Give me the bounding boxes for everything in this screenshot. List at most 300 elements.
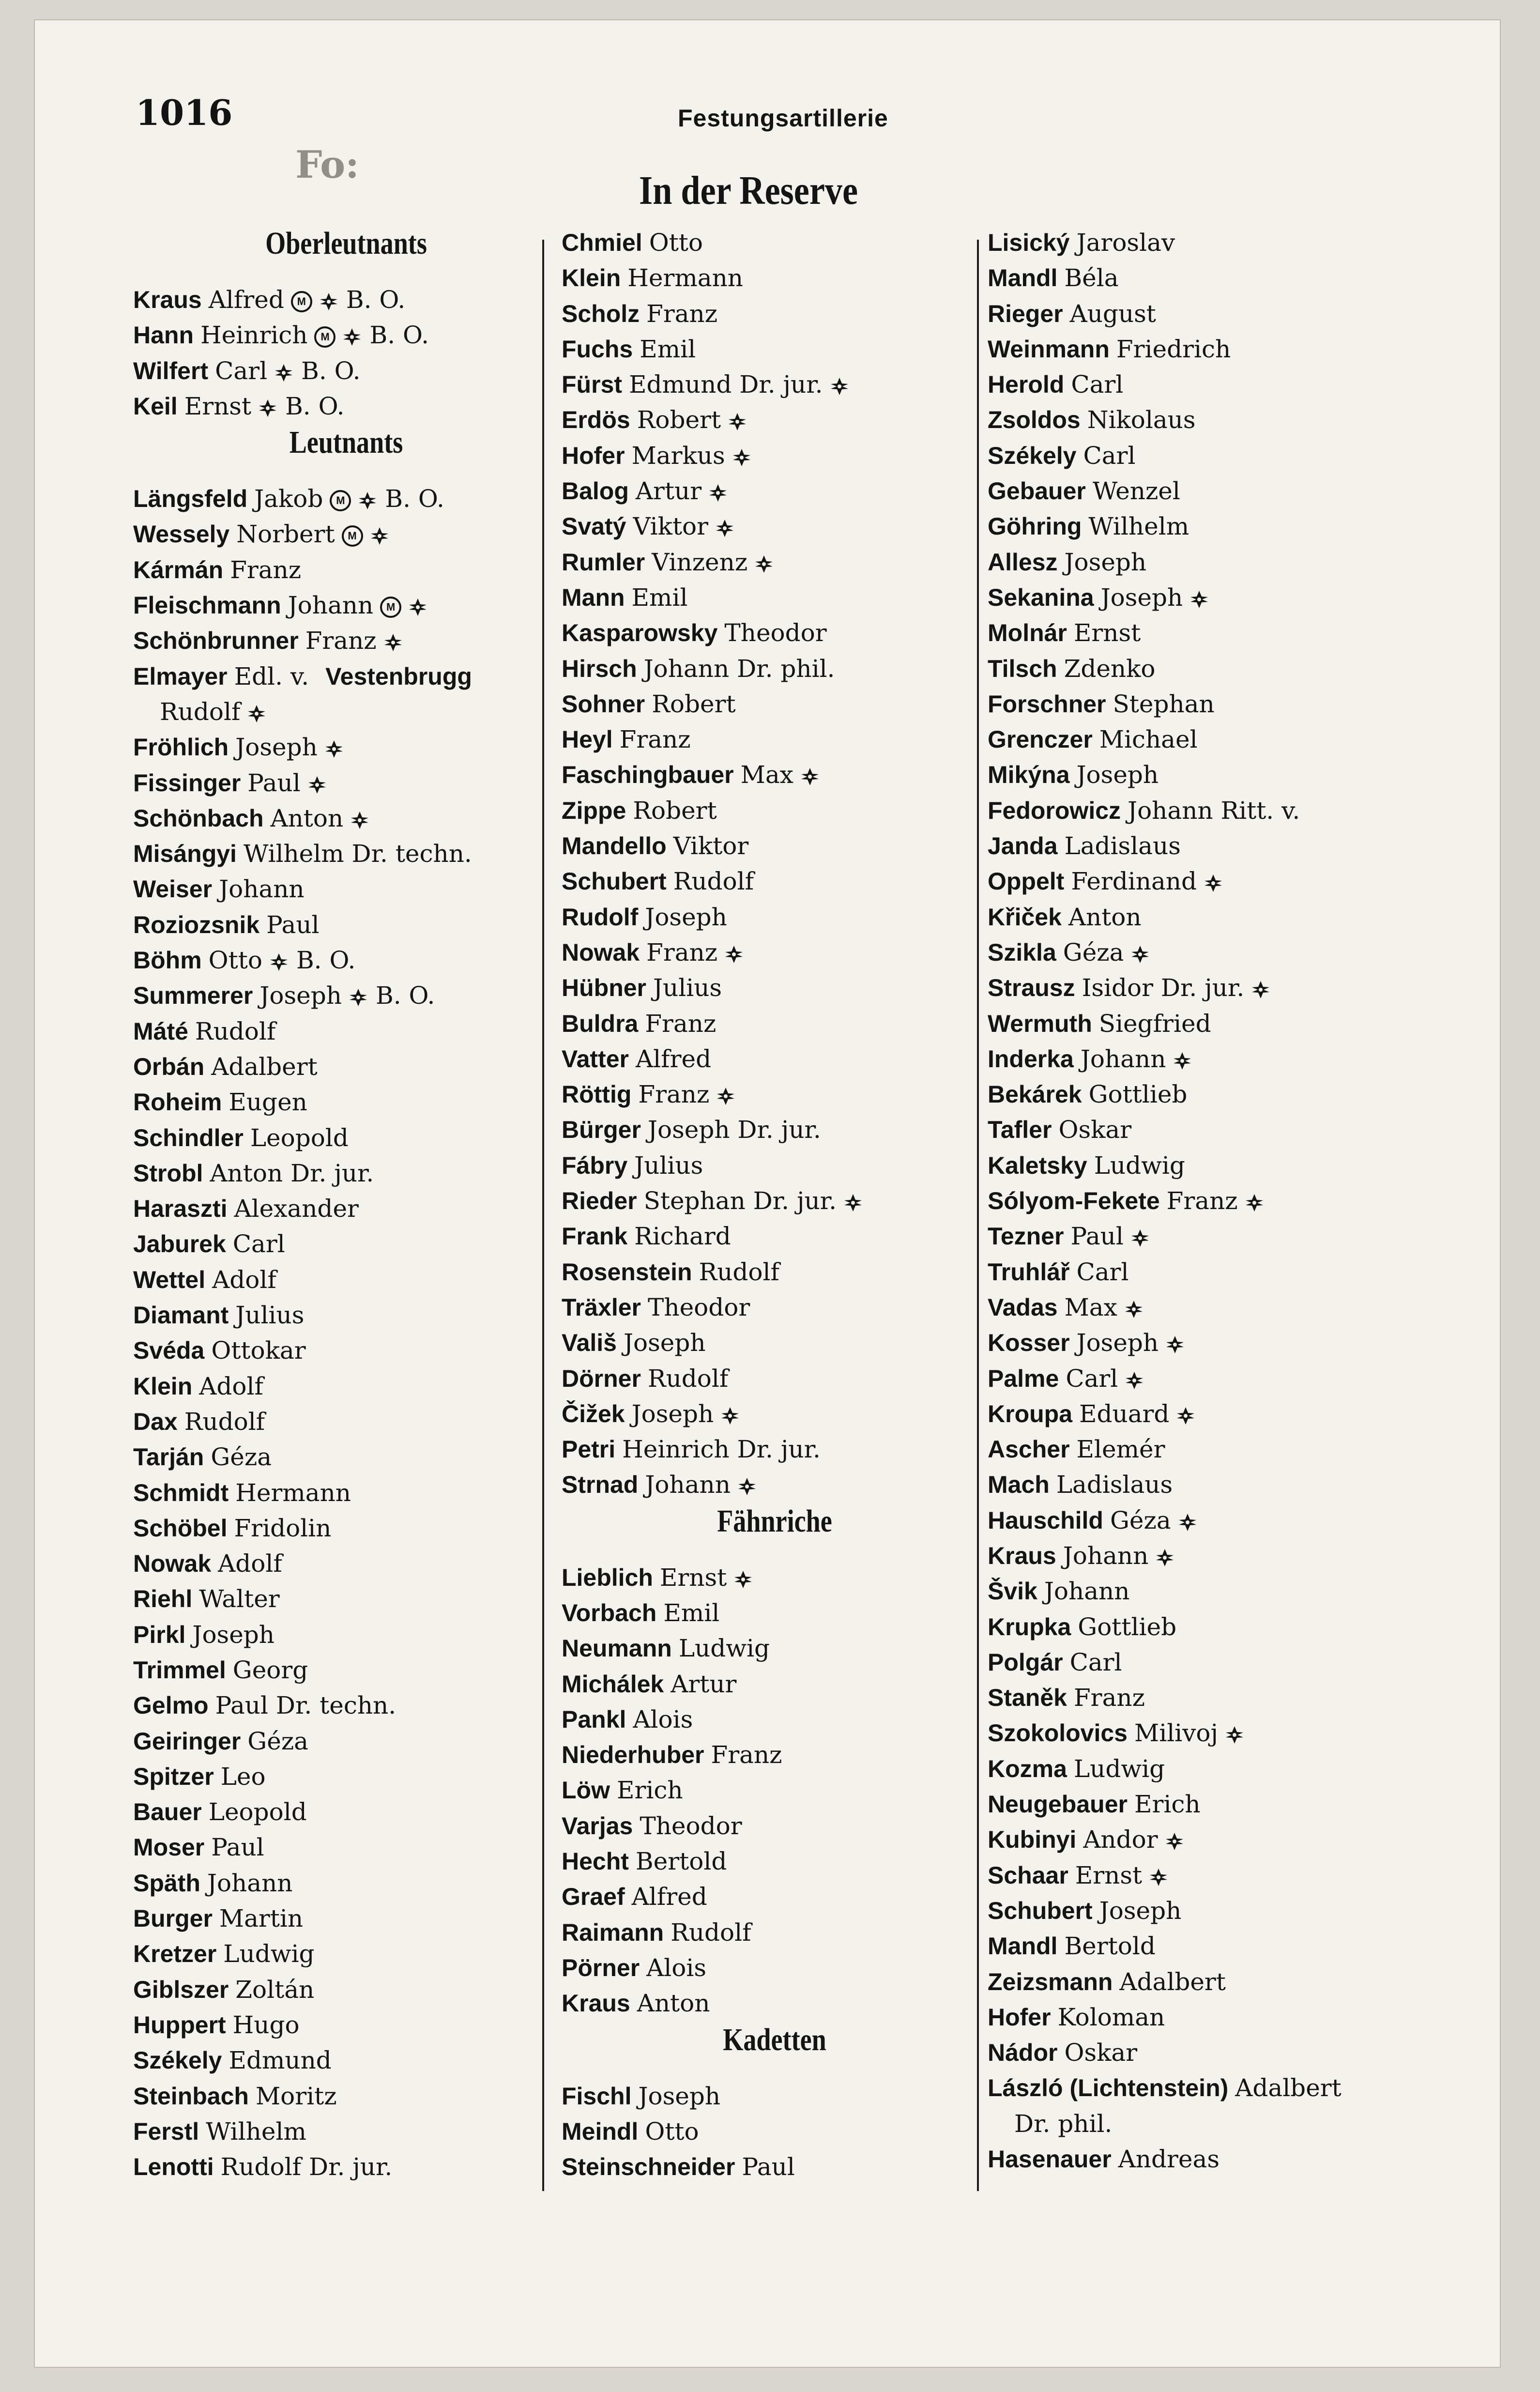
given-name: Julius (653, 974, 722, 1002)
surname: Strausz (988, 974, 1075, 1002)
roster-entry (133, 659, 559, 694)
surname: Michálek (562, 1670, 664, 1698)
roster-entry (562, 615, 988, 651)
given-name: Joseph (235, 733, 318, 762)
surname: Nowak (562, 938, 640, 966)
surname: Allesz (988, 548, 1058, 576)
roster-entry (988, 1822, 1443, 1857)
roster-entry (562, 2079, 988, 2114)
given-name: Robert (652, 690, 736, 718)
roster-entry (988, 1787, 1443, 1822)
roster-entry (988, 1893, 1443, 1929)
rank-heading: Leutnants (289, 425, 403, 460)
roster-entry (988, 296, 1443, 332)
given-name: Isidor Dr. jur. (1082, 974, 1245, 1002)
given-name: Franz (1166, 1187, 1238, 1215)
given-name: Jakob (254, 485, 323, 513)
rank-heading: Kadetten (723, 2022, 826, 2057)
given-name: Wilhelm (206, 2117, 306, 2146)
roster-entry (133, 1972, 559, 2008)
surname: Steinbach (133, 2082, 249, 2110)
roster-entry (562, 1950, 988, 1986)
cross-decoration-icon (715, 519, 734, 538)
roster-entry (988, 2070, 1443, 2106)
roster-entry (988, 757, 1443, 793)
roster-entry (133, 1936, 559, 1972)
roster-entry (562, 1844, 988, 1879)
surname: Čižek (562, 1400, 625, 1427)
given-name: Max (1064, 1293, 1117, 1321)
roster-entry (562, 1148, 988, 1183)
roster-entry (133, 801, 559, 836)
given-name: Markus (631, 441, 725, 470)
surname: Rumler (562, 548, 645, 576)
given-name: Johann (288, 591, 374, 620)
roster-entry (988, 225, 1443, 261)
name-continuation: Rudolf (160, 697, 241, 726)
given-name: Nikolaus (1087, 406, 1196, 434)
cross-decoration-icon (724, 945, 744, 964)
surname: Jaburek (133, 1230, 226, 1258)
surname: Schönbrunner (133, 627, 299, 655)
cross-decoration-icon (1165, 1335, 1185, 1354)
given-name: Adolf (199, 1372, 263, 1400)
order-abbreviation: B. O. (301, 356, 361, 385)
surname: Riehl (133, 1585, 193, 1613)
surname: Hecht (562, 1848, 629, 1875)
roster-entry (988, 1077, 1443, 1112)
given-name: Ernst (1075, 1861, 1143, 1889)
cross-decoration-icon (350, 811, 369, 830)
roster-entry (988, 2035, 1443, 2070)
surname: Švik (988, 1578, 1037, 1605)
roster-entry (133, 1617, 559, 1653)
given-name: Ernst (1073, 619, 1141, 647)
surname: Kosser (988, 1329, 1070, 1357)
given-name: Koloman (1057, 2003, 1165, 2031)
surname: Misángyi (133, 840, 237, 868)
roster-column-2 (562, 225, 988, 2185)
given-name: Andor (1083, 1825, 1158, 1854)
surname: Zippe (562, 797, 626, 824)
surname: Weiser (133, 875, 213, 903)
cross-decoration-icon (324, 739, 344, 759)
roster-entry (133, 1333, 559, 1368)
given-name: Rudolf (671, 1918, 751, 1947)
given-name: Rudolf (647, 1364, 729, 1393)
surname: Ferstl (133, 2117, 199, 2145)
given-name: Viktor (633, 512, 709, 541)
given-name: Max (740, 761, 793, 789)
ink-smudge: Fo: (295, 143, 359, 187)
given-name: Joseph (1100, 583, 1183, 612)
roster-entry (988, 1467, 1443, 1503)
roster-entry (562, 1325, 988, 1361)
roster-entry (562, 687, 988, 722)
given-name: Béla (1064, 264, 1119, 292)
given-name: Joseph (1076, 761, 1159, 789)
roster-entry (562, 1879, 988, 1915)
roster-entry (133, 730, 559, 765)
surname: Fischl (562, 2082, 632, 2110)
roster-entry (988, 1645, 1443, 1680)
given-name: Elemér (1076, 1435, 1165, 1464)
roster-entry (988, 545, 1443, 580)
section-title: In der Reserve (639, 168, 858, 213)
book-page (34, 19, 1501, 2368)
cross-decoration-icon (1251, 980, 1270, 999)
roster-entry (988, 1680, 1443, 1716)
roster-entry (988, 722, 1443, 757)
surname: Göhring (988, 513, 1082, 540)
surname: Geiringer (133, 1727, 241, 1755)
roster-entry (988, 1432, 1443, 1467)
roster-entry (562, 1667, 988, 1702)
given-name: Erich (616, 1776, 683, 1805)
surname: Zsoldos (988, 406, 1081, 434)
given-name: Franz (646, 938, 718, 966)
given-name: Vinzenz (652, 548, 748, 576)
roster-entry (562, 1737, 988, 1773)
cross-decoration-icon (728, 412, 747, 431)
surname: Heyl (562, 726, 613, 753)
given-name: Ludwig (1094, 1151, 1185, 1180)
given-name: Richard (634, 1222, 731, 1251)
surname: Balog (562, 477, 629, 505)
cross-decoration-icon (383, 633, 403, 652)
surname: Mandl (988, 1932, 1058, 1960)
surname: Nádor (988, 2039, 1058, 2067)
given-name: Stephan (1113, 690, 1215, 718)
roster-entry (988, 509, 1443, 544)
surname: Sekanina (988, 583, 1094, 611)
surname: Neugebauer (988, 1791, 1128, 1818)
surname: Klein (562, 264, 621, 292)
given-name: Erich (1134, 1790, 1201, 1819)
cross-decoration-icon (716, 1087, 735, 1106)
roster-entry (988, 332, 1443, 367)
given-name: Alfred (635, 1044, 712, 1073)
surname: Elmayer (133, 662, 228, 690)
given-name: Julius (235, 1301, 305, 1330)
given-name: Joseph Dr. jur. (647, 1116, 821, 1144)
roster-entry (562, 367, 988, 402)
surname: Raimann (562, 1918, 664, 1946)
given-name: Johann (1080, 1044, 1166, 1073)
given-name: Carl (232, 1230, 285, 1258)
surname: Erdös (562, 406, 630, 434)
order-abbreviation: B. O. (296, 946, 356, 975)
cross-decoration-icon (269, 952, 289, 972)
given-name: Georg (232, 1656, 308, 1684)
surname: Székely (133, 2047, 222, 2074)
given-name: Joseph (1076, 1329, 1159, 1357)
roster-entry (133, 1227, 559, 1262)
surname: Sohner (562, 690, 645, 718)
given-name: Rudolf (195, 1017, 276, 1045)
given-name: Alois (646, 1953, 707, 1982)
roster-entry (988, 474, 1443, 509)
roster-entry (133, 1262, 559, 1298)
roster-entry (988, 1610, 1443, 1645)
given-name: Edmund (229, 2046, 332, 2075)
surname: Fuchs (562, 335, 633, 363)
roster-entry (133, 1653, 559, 1688)
surname: Kasparowsky (562, 619, 718, 647)
noble-predicate: Vestenbrugg (325, 662, 472, 690)
given-name: Robert (633, 796, 717, 825)
surname: Träxler (562, 1293, 641, 1321)
given-name: Adalbert (211, 1052, 318, 1081)
roster-entry (988, 1148, 1443, 1183)
surname: Mann (562, 583, 625, 611)
roster-entry (562, 1432, 988, 1467)
surname: Tarján (133, 1443, 204, 1471)
roster-entry (133, 389, 559, 424)
given-name: Franz (619, 725, 691, 754)
surname: Kozma (988, 1755, 1067, 1782)
given-name: Zdenko (1064, 654, 1156, 683)
given-name: Joseph (638, 2082, 721, 2110)
cross-decoration-icon (408, 598, 427, 617)
roster-entry (562, 1042, 988, 1077)
cross-decoration-icon (342, 327, 362, 347)
roster-entry (133, 552, 559, 588)
surname: Bürger (562, 1116, 641, 1144)
roster-entry (562, 1290, 988, 1325)
roster-entry (133, 872, 559, 907)
roster-entry (133, 1191, 559, 1227)
roster-entry (988, 261, 1443, 296)
given-name: Carl (1076, 1257, 1129, 1286)
roster-entry (562, 1183, 988, 1219)
given-name: Otto (649, 229, 703, 257)
given-name: Gottlieb (1078, 1612, 1177, 1641)
roster-entry (988, 1006, 1443, 1042)
given-name: Walter (199, 1585, 280, 1613)
roster-entry (562, 545, 988, 580)
roster-entry (988, 1538, 1443, 1574)
surname: Diamant (133, 1302, 229, 1329)
surname: Palme (988, 1365, 1059, 1392)
roster-entry (562, 402, 988, 438)
cross-decoration-icon (319, 292, 338, 311)
given-name: Géza (211, 1443, 272, 1472)
given-name: Alfred (631, 1883, 707, 1911)
given-name: Bertold (1064, 1932, 1156, 1961)
roster-entry (133, 588, 559, 623)
given-name: Wenzel (1092, 477, 1180, 506)
surname: Nowak (133, 1550, 212, 1578)
roster-entry (133, 1581, 559, 1617)
surname: Tafler (988, 1116, 1052, 1144)
roster-entry (988, 2000, 1443, 2035)
surname: Rieder (562, 1187, 637, 1215)
roster-entry (133, 1156, 559, 1191)
roster-entry (562, 1595, 988, 1631)
surname: Dax (133, 1408, 178, 1435)
surname: Orbán (133, 1053, 205, 1080)
given-name: Heinrich Dr. jur. (622, 1435, 821, 1464)
roster-entry (133, 1511, 559, 1546)
medal-icon: M (314, 326, 335, 348)
surname: Schubert (562, 868, 667, 895)
roster-entry (133, 2043, 559, 2078)
surname: Lieblich (562, 1564, 653, 1591)
given-name: Joseph (259, 981, 342, 1010)
given-name: August (1069, 299, 1156, 328)
given-name: Paul (266, 910, 320, 939)
surname: Gebauer (988, 477, 1086, 505)
given-name: Johann (1044, 1577, 1130, 1606)
surname: Dörner (562, 1365, 641, 1392)
given-name: Carl (1069, 1648, 1122, 1676)
surname: Summerer (133, 982, 253, 1010)
roster-entry (133, 623, 559, 659)
roster-entry (133, 2114, 559, 2149)
roster-entry (562, 225, 988, 261)
given-name: Rudolf (184, 1407, 265, 1436)
surname: Kretzer (133, 1940, 217, 1968)
roster-entry (988, 1361, 1443, 1396)
surname: Rieger (988, 300, 1063, 327)
cross-decoration-icon (830, 377, 849, 396)
surname: Ascher (988, 1436, 1070, 1463)
roster-entry (562, 1077, 988, 1112)
surname: Pankl (562, 1705, 626, 1733)
given-name: Franz (646, 299, 718, 328)
surname: Bekárek (988, 1081, 1082, 1108)
roster-entry (562, 261, 988, 296)
given-name: Gottlieb (1088, 1080, 1188, 1109)
roster-entry (133, 978, 559, 1013)
surname: Tilsch (988, 655, 1057, 682)
roster-entry (562, 1560, 988, 1595)
given-name: Géza (1110, 1506, 1171, 1534)
given-name: Géza (1063, 938, 1124, 966)
surname: Fleischmann (133, 592, 281, 619)
surname: Pirkl (133, 1621, 186, 1648)
roster-entry (562, 1986, 988, 2021)
roster-entry (988, 1858, 1443, 1893)
roster-entry (133, 943, 559, 978)
given-name: Joseph (1099, 1896, 1182, 1925)
roster-entry (562, 1809, 988, 1844)
roster-entry (133, 353, 559, 389)
roster-entry (988, 1751, 1443, 1787)
roster-entry (133, 1440, 559, 1475)
given-name: Adalbert (1119, 1967, 1226, 1996)
surname: Neumann (562, 1635, 672, 1662)
surname: Sólyom-Fekete (988, 1187, 1160, 1215)
given-name: Leopold (208, 1798, 307, 1826)
roster-entry (988, 1255, 1443, 1290)
surname: Haraszti (133, 1195, 228, 1223)
cross-decoration-icon (1155, 1548, 1174, 1567)
roster-entry (133, 517, 559, 552)
given-name: Paul Dr. techn. (215, 1691, 396, 1720)
given-name: Wilhelm (1088, 512, 1189, 541)
given-name: Johann (219, 875, 305, 904)
given-name: Hermann (627, 264, 743, 292)
given-name: Ladislaus (1056, 1471, 1173, 1499)
given-name: Joseph (1064, 548, 1147, 576)
given-name: Emil (631, 583, 688, 612)
roster-entry (133, 481, 559, 517)
surname: Fedorowicz (988, 797, 1121, 824)
roster-entry (988, 1574, 1443, 1609)
roster-entry (133, 2008, 559, 2043)
roster-entry (133, 1724, 559, 1759)
given-name: Eugen (229, 1088, 307, 1117)
given-name: Franz (645, 1009, 717, 1038)
roster-entry (133, 766, 559, 801)
given-name: Anton (1068, 903, 1142, 931)
cross-decoration-icon (754, 554, 774, 574)
given-name: Franz (1073, 1684, 1145, 1712)
cross-decoration-icon (274, 363, 293, 383)
roster-entry (133, 1688, 559, 1723)
given-name: Franz (638, 1080, 710, 1109)
surname: Fissinger (133, 769, 241, 797)
given-name: Theodor (640, 1811, 742, 1840)
surname: Herold (988, 371, 1065, 399)
roster-entry (988, 970, 1443, 1006)
given-name: Adolf (212, 1265, 276, 1294)
surname: Bauer (133, 1798, 202, 1826)
roster-entry (988, 438, 1443, 474)
surname: Spitzer (133, 1763, 214, 1790)
roster-entry (988, 1183, 1443, 1219)
roster-entry (988, 1396, 1443, 1432)
given-name: Oskar (1064, 2039, 1138, 2067)
surname: Hauschild (988, 1506, 1103, 1534)
given-name: Julius (634, 1151, 703, 1180)
cross-decoration-icon (1149, 1868, 1168, 1887)
surname: Staněk (988, 1684, 1067, 1712)
roster-entry (562, 1915, 988, 1950)
roster-entry (562, 757, 988, 793)
roster-entry (562, 651, 988, 687)
given-name: Andreas (1118, 2145, 1220, 2174)
roster-entry (562, 1773, 988, 1808)
given-name: Norbert (236, 520, 335, 549)
cross-decoration-icon (1124, 1300, 1144, 1319)
roster-entry (562, 1006, 988, 1042)
given-name: Ladislaus (1064, 832, 1181, 860)
roster-entry (988, 864, 1443, 899)
cross-decoration-icon (732, 448, 751, 467)
given-name: Anton Dr. jur. (210, 1159, 374, 1187)
given-name: Ludwig (223, 1940, 315, 1968)
given-name: Rudolf Dr. jur. (220, 2153, 393, 2181)
given-name: Paul (247, 768, 301, 797)
cross-decoration-icon (258, 399, 277, 418)
running-head: Festungsartillerie (678, 105, 888, 132)
surname: Meindl (562, 2117, 639, 2145)
roster-entry (988, 1290, 1443, 1325)
surname: Buldra (562, 1010, 639, 1037)
given-name: Jaroslav (1076, 229, 1175, 257)
roster-entry (562, 1631, 988, 1666)
page-number: 1016 (136, 92, 233, 133)
roster-entry (988, 2106, 1443, 2142)
roster-entry (988, 793, 1443, 828)
given-name: Carl (215, 356, 268, 385)
order-abbreviation: B. O. (369, 321, 429, 350)
cross-decoration-icon (720, 1406, 740, 1426)
given-name: Friedrich (1116, 335, 1231, 363)
